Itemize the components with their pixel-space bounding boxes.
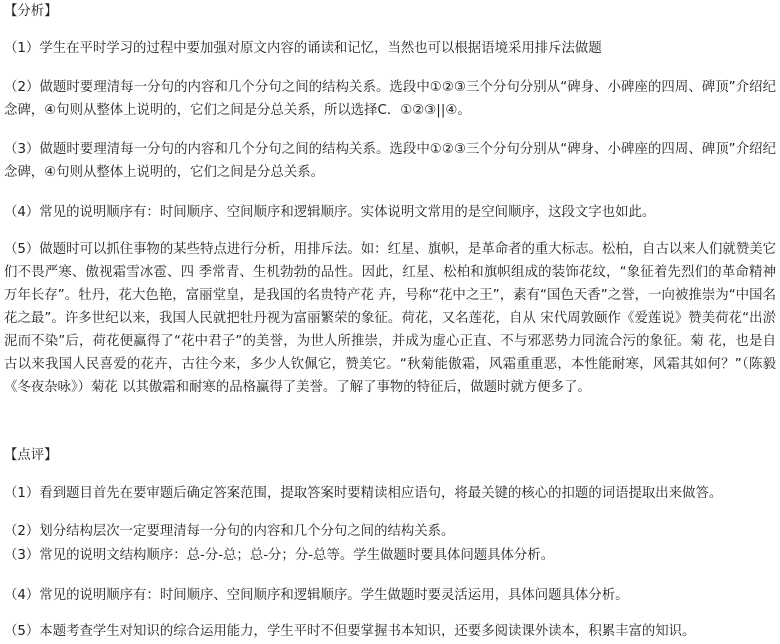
comment-item-5: （5）本题考查学生对知识的综合运用能力，学生平时不但要掌握书本知识，还要多阅读课外读本，积累丰富的知识。 (4, 624, 696, 639)
analysis-heading: 【分析】 (4, 4, 58, 19)
analysis-item-5: （5）做题时可以抓住事物的某些特点进行分析，用排斥法。如：红星、旗帜，是革命者的重大标志。松柏，自古以来人们就赞美它们不畏严寒、傲视霜雪冰雹、四 季常青、生机勃勃的品性。因此，红星、松柏和旗帜组成的装饰花纹，“象征着先烈们的革命精神万年长存”。牡丹，花大色艳，富丽堂皇，是我国的名贵特产花 卉，号称“花中之王”，素有“国色天香”之誉，一向被推崇为“中国名花之最”。许多世纪以来，我国人民就把牡丹视为富丽繁荣的象征。荷花，又名莲花，自从 宋代周敦颐作《爱莲说》赞美荷花“出淤泥而不染”后，荷花便赢得了“花中君子”的美誉，为世人所推崇，并成为虚心正直、不与邪恶势力同流合污的象征。菊 花，也是自古以来我国人民喜爱的花卉，古往今来，多少人钦佩它，赞美它。“秋菊能傲霜，风霜重重恶，本性能耐寒，风霜其如何？”（陈毅《冬夜杂咏》）菊花 以其傲霜和耐寒的品格赢得了美誉。了解了事物的特征后，做题时就方便多了。 (4, 242, 776, 395)
analysis-item-3: （3）做题时要理清每一分句的内容和几个分句之间的结构关系。选段中①②③三个分句分别从“碑身、小碑座的四周、碑顶”介绍纪念碑，④句则从整体上说明的，它们之间是分总关系。 (4, 142, 776, 180)
comment-item-3: （3）常见的说明文结构顺序：总-分-总；总-分；分-总等。学生做题时要具体问题具体分析。 (4, 548, 555, 563)
comment-heading: 【点评】 (4, 448, 58, 463)
analysis-item-2: （2）做题时要理清每一分句的内容和几个分句之间的结构关系。选段中①②③三个分句分别从“碑身、小碑座的四周、碑顶”介绍纪念碑，④句则从整体上说明的，它们之间是分总关系，所以选择C．①②③||④。 (4, 80, 776, 118)
comment-item-1: （1）看到题目首先在要审题后确定答案范围，提取答案时要精读相应语句，将最关键的核心的扣题的词语提取出来做答。 (4, 486, 723, 501)
analysis-item-4: （4）常见的说明顺序有：时间顺序、空间顺序和逻辑顺序。实体说明文常用的是空间顺序，这段文字也如此。 (4, 205, 656, 220)
comment-item-2: （2）划分结构层次一定要理清每一分句的内容和几个分句之间的结构关系。 (4, 524, 455, 539)
comment-item-4: （4）常见的说明顺序有：时间顺序、空间顺序和逻辑顺序。学生做题时要灵活运用，具体问题具体分析。 (4, 588, 629, 603)
analysis-item-1: （1）学生在平时学习的过程中要加强对原文内容的诵读和记忆，当然也可以根据语境采用排斥法做题 (4, 41, 602, 56)
